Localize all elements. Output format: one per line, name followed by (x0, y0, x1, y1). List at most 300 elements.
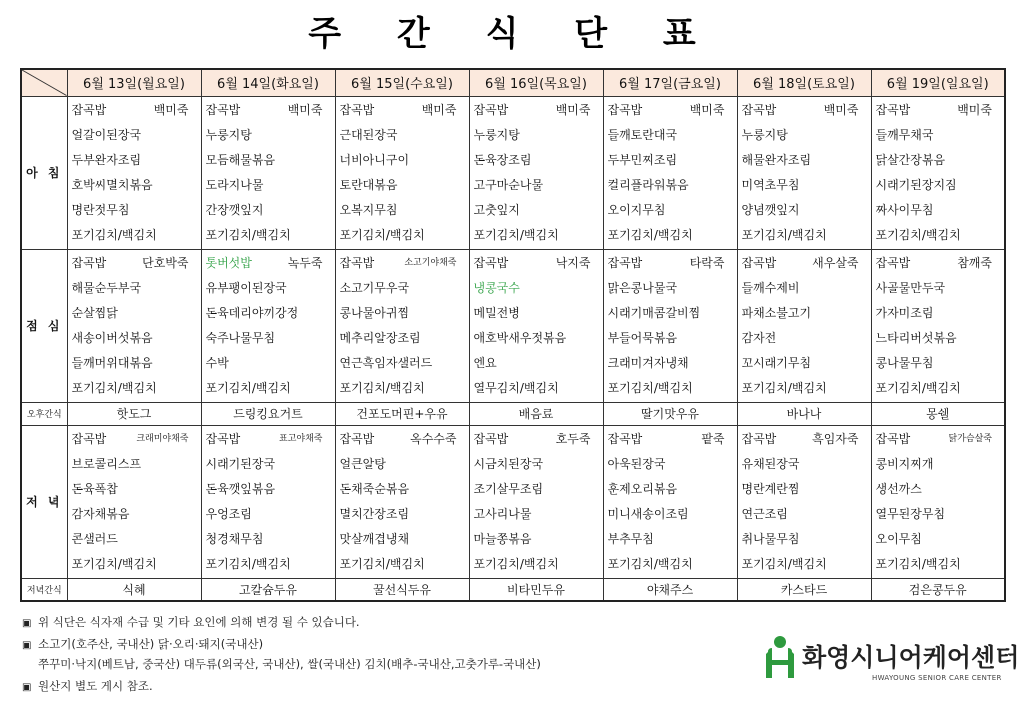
menu-line (876, 327, 1005, 352)
menu-line (72, 124, 201, 149)
menu-item: 잡곡밥 (607, 431, 643, 446)
menu-item: 돈육장조림 (473, 152, 532, 167)
menu-item: 잡곡밥 (875, 102, 911, 117)
menu-item: 고사리나물 (473, 506, 532, 521)
menu-line (474, 174, 603, 199)
menu-line (608, 503, 737, 528)
menu-item: 양념깻잎지 (741, 202, 800, 217)
menu-line (474, 252, 603, 277)
menu-line (608, 327, 737, 352)
menu-line (474, 99, 603, 124)
lunch-row (21, 249, 1005, 402)
menu-line (206, 174, 335, 199)
evening-snack-row (21, 578, 1005, 601)
porridge-item: 백미죽 (421, 102, 457, 117)
menu-line (206, 377, 335, 402)
note-text-continued: 쭈꾸미·낙지(베트남, 중국산) 대두류(외국산, 국내산), 쌀(국내산) 김치(배추-국내산,고춧가루-국내산) (38, 657, 541, 671)
menu-item: 들깨머위대볶음 (71, 355, 153, 370)
menu-item: 돈육폭찹 (71, 481, 118, 496)
menu-item: 잡곡밥 (741, 431, 777, 446)
menu-line (340, 124, 469, 149)
menu-cell (201, 96, 335, 249)
menu-item: 부추무침 (607, 531, 654, 546)
menu-line (608, 99, 737, 124)
menu-item: 청경채무침 (205, 531, 264, 546)
menu-line (474, 149, 603, 174)
menu-line (608, 553, 737, 578)
note-item (22, 613, 541, 635)
menu-line (340, 478, 469, 503)
menu-cell (335, 96, 469, 249)
menu-item: 잡곡밥 (339, 102, 375, 117)
menu-line (206, 124, 335, 149)
menu-line (72, 377, 201, 402)
menu-item: 누룽지탕 (741, 127, 788, 142)
menu-line (742, 199, 871, 224)
menu-item: 포기김치/백김치 (205, 227, 291, 242)
menu-line (206, 503, 335, 528)
snack-cell: 야채주스 (603, 578, 737, 601)
menu-item: 잡곡밥 (71, 431, 107, 446)
menu-line (474, 302, 603, 327)
menu-line (608, 252, 737, 277)
menu-line (474, 528, 603, 553)
menu-item: 포기김치/백김치 (473, 556, 559, 571)
logo-mark-icon (762, 634, 798, 680)
menu-line (340, 453, 469, 478)
menu-line (474, 377, 603, 402)
menu-line (474, 453, 603, 478)
meal-label-evening-snack: 저녁간식 (21, 578, 67, 601)
menu-item: 포기김치/백김치 (607, 380, 693, 395)
porridge-item: 새우살죽 (812, 255, 859, 270)
logo-english-name: HWAYOUNG SENIOR CARE CENTER (872, 674, 1002, 682)
menu-cell (737, 96, 871, 249)
menu-item: 엔요 (473, 355, 497, 370)
porridge-item: 팥죽 (701, 431, 725, 446)
menu-line (474, 224, 603, 249)
meal-label-lunch: 점 심 (21, 249, 67, 402)
menu-item: 도라지나물 (205, 177, 264, 192)
menu-line (206, 327, 335, 352)
menu-item: 연근흑임자샐러드 (339, 355, 433, 370)
menu-item: 유채된장국 (741, 456, 800, 471)
menu-item: 포기김치/백김치 (339, 556, 425, 571)
menu-line (72, 252, 201, 277)
menu-item: 포기김치/백김치 (473, 227, 559, 242)
menu-line (742, 224, 871, 249)
menu-item: 조기살무조림 (473, 481, 544, 496)
menu-line (72, 302, 201, 327)
menu-line (608, 453, 737, 478)
menu-item: 포기김치/백김치 (875, 556, 961, 571)
menu-line (474, 199, 603, 224)
day-header: 6월 17일(금요일) (603, 69, 737, 96)
menu-line (742, 174, 871, 199)
menu-line (206, 277, 335, 302)
menu-line (876, 453, 1005, 478)
menu-cell (201, 249, 335, 402)
porridge-item: 표고야채죽 (279, 433, 323, 444)
menu-item: 포기김치/백김치 (741, 556, 827, 571)
menu-line (876, 99, 1005, 124)
snack-cell: 카스타드 (737, 578, 871, 601)
menu-item: 잡곡밥 (71, 102, 107, 117)
note-text: 원산지 별도 게시 참조. (38, 679, 153, 693)
menu-cell (871, 96, 1005, 249)
menu-cell (737, 425, 871, 578)
menu-item: 포기김치/백김치 (741, 380, 827, 395)
menu-item: 잡곡밥 (205, 102, 241, 117)
menu-item: 짜사이무침 (875, 202, 934, 217)
menu-item: 숙주나물무침 (205, 330, 276, 345)
menu-item: 들깨무채국 (875, 127, 934, 142)
menu-item: 잡곡밥 (607, 255, 643, 270)
menu-line (340, 377, 469, 402)
menu-item: 잡곡밥 (875, 255, 911, 270)
menu-item: 해물순두부국 (71, 280, 142, 295)
menu-line (474, 478, 603, 503)
menu-item: 느타리버섯볶음 (875, 330, 957, 345)
menu-line (206, 478, 335, 503)
menu-line (340, 528, 469, 553)
menu-cell (469, 249, 603, 402)
menu-line (206, 252, 335, 277)
porridge-item: 소고기야채죽 (404, 257, 457, 268)
porridge-item: 참깨죽 (957, 255, 992, 270)
menu-item: 돈육데리야끼강정 (205, 305, 299, 320)
menu-item: 아욱된장국 (607, 456, 666, 471)
menu-item: 포기김치/백김치 (71, 556, 157, 571)
menu-cell (603, 425, 737, 578)
menu-line (206, 149, 335, 174)
snack-cell: 바나나 (737, 402, 871, 425)
menu-item: 연근조림 (741, 506, 788, 521)
menu-cell (603, 249, 737, 402)
menu-line (742, 428, 871, 453)
menu-line (340, 149, 469, 174)
porridge-item: 녹두죽 (287, 255, 323, 270)
menu-item: 잡곡밥 (741, 102, 777, 117)
menu-item: 가자미조림 (875, 305, 934, 320)
menu-line (608, 277, 737, 302)
menu-line (474, 277, 603, 302)
menu-item: 부들어묵볶음 (607, 330, 678, 345)
menu-item: 애호박새우젓볶음 (473, 330, 567, 345)
day-header: 6월 13일(월요일) (67, 69, 201, 96)
porridge-item: 백미죽 (153, 102, 189, 117)
menu-item: 얼갈이된장국 (71, 127, 142, 142)
menu-line (876, 478, 1005, 503)
porridge-item: 낙지죽 (555, 255, 591, 270)
menu-line (340, 503, 469, 528)
menu-item: 명란젓무침 (71, 202, 130, 217)
day-header: 6월 16일(목요일) (469, 69, 603, 96)
menu-cell (469, 425, 603, 578)
menu-line (474, 428, 603, 453)
bullet-icon: ▣ (22, 682, 32, 693)
snack-cell: 딸기맛우유 (603, 402, 737, 425)
menu-line (742, 124, 871, 149)
menu-line (742, 377, 871, 402)
menu-line (876, 352, 1005, 377)
snack-cell: 검은콩두유 (871, 578, 1005, 601)
menu-item: 훈제오리볶음 (607, 481, 678, 496)
menu-item: 포기김치/백김치 (607, 227, 693, 242)
menu-line (608, 224, 737, 249)
menu-line (474, 352, 603, 377)
menu-item: 오이지무침 (607, 202, 666, 217)
center-logo (762, 634, 1020, 690)
menu-line (608, 302, 737, 327)
menu-line (340, 252, 469, 277)
porridge-item: 크래미야채죽 (136, 433, 189, 444)
menu-line (340, 352, 469, 377)
menu-item: 메추리알장조림 (339, 330, 421, 345)
menu-line (72, 199, 201, 224)
meal-label-afternoon-snack: 오후간식 (21, 402, 67, 425)
menu-line (876, 302, 1005, 327)
porridge-item: 단호박죽 (142, 255, 189, 270)
bullet-icon: ▣ (22, 640, 32, 651)
day-header: 6월 19일(일요일) (871, 69, 1005, 96)
snack-cell: 꿀선식두유 (335, 578, 469, 601)
menu-item: 크래미겨자냉채 (607, 355, 689, 370)
menu-item: 메밀전병 (473, 305, 520, 320)
menu-line (72, 553, 201, 578)
menu-item: 잡곡밥 (71, 255, 107, 270)
menu-item: 열무김치/백김치 (473, 380, 559, 395)
menu-item: 근대된장국 (339, 127, 398, 142)
menu-line (474, 503, 603, 528)
menu-item: 새송이버섯볶음 (71, 330, 153, 345)
menu-line (608, 377, 737, 402)
menu-item: 포기김치/백김치 (205, 380, 291, 395)
menu-cell (201, 425, 335, 578)
menu-line (72, 99, 201, 124)
menu-item: 들깨토란대국 (607, 127, 678, 142)
page-title: 주 간 식 단 표 (308, 14, 718, 54)
day-header: 6월 18일(토요일) (737, 69, 871, 96)
menu-item: 고구마순나물 (473, 177, 544, 192)
menu-item: 꼬시래기무침 (741, 355, 812, 370)
menu-line (742, 99, 871, 124)
menu-item: 포기김치/백김치 (875, 380, 961, 395)
snack-cell: 드링킹요거트 (201, 402, 335, 425)
menu-cell (335, 425, 469, 578)
menu-line (206, 428, 335, 453)
menu-item: 우엉조림 (205, 506, 252, 521)
menu-item: 포기김치/백김치 (875, 227, 961, 242)
menu-line (72, 428, 201, 453)
menu-line (72, 503, 201, 528)
snack-cell: 식혜 (67, 578, 201, 601)
menu-cell (67, 96, 201, 249)
menu-item: 수박 (205, 355, 229, 370)
menu-item: 맛살깨겹냉채 (339, 531, 410, 546)
notes-section (22, 613, 541, 699)
porridge-item: 백미죽 (555, 102, 591, 117)
menu-line (608, 174, 737, 199)
menu-line (876, 553, 1005, 578)
menu-cell (67, 249, 201, 402)
menu-item: 감자전 (741, 330, 777, 345)
menu-item: 포기김치/백김치 (339, 227, 425, 242)
snack-cell: 고칼슘두유 (201, 578, 335, 601)
menu-line (742, 252, 871, 277)
menu-line (742, 503, 871, 528)
porridge-item: 호두죽 (555, 431, 591, 446)
menu-item: 오이무침 (875, 531, 922, 546)
menu-line (742, 327, 871, 352)
menu-item: 감자채볶음 (71, 506, 130, 521)
menu-item: 너비아니구이 (339, 152, 410, 167)
menu-item: 컬리플라워볶음 (607, 177, 689, 192)
menu-line (876, 124, 1005, 149)
day-header: 6월 14일(화요일) (201, 69, 335, 96)
menu-line (876, 277, 1005, 302)
diagonal-line-icon (22, 70, 67, 96)
note-text: 위 식단은 식자재 수급 및 기타 요인에 의해 변경 될 수 있습니다. (38, 615, 360, 629)
menu-line (876, 224, 1005, 249)
menu-item: 포기김치/백김치 (205, 556, 291, 571)
menu-item: 고춧잎지 (473, 202, 520, 217)
menu-line (742, 149, 871, 174)
menu-item: 순살찜닭 (71, 305, 118, 320)
menu-item: 생선까스 (875, 481, 922, 496)
menu-line (72, 327, 201, 352)
porridge-item: 백미죽 (689, 102, 725, 117)
menu-line (72, 174, 201, 199)
porridge-item: 타락죽 (689, 255, 725, 270)
menu-line (474, 327, 603, 352)
menu-item: 해물완자조림 (741, 152, 812, 167)
note-item (22, 635, 541, 657)
menu-item: 톳버섯밥 (205, 255, 252, 270)
menu-item: 누룽지탕 (205, 127, 252, 142)
menu-line (742, 553, 871, 578)
menu-line (72, 352, 201, 377)
menu-line (876, 503, 1005, 528)
snack-cell: 핫도그 (67, 402, 201, 425)
menu-item: 누룽지탕 (473, 127, 520, 142)
menu-line (206, 302, 335, 327)
menu-item: 두부완자조림 (71, 152, 142, 167)
menu-item: 콩비지찌개 (875, 456, 934, 471)
menu-cell (737, 249, 871, 402)
menu-item: 잡곡밥 (339, 431, 375, 446)
menu-item: 콩나물아귀찜 (339, 305, 410, 320)
breakfast-row (21, 96, 1005, 249)
afternoon-snack-row (21, 402, 1005, 425)
menu-item: 시금치된장국 (473, 456, 544, 471)
menu-line (742, 453, 871, 478)
menu-line (340, 174, 469, 199)
menu-item: 취나물무침 (741, 531, 800, 546)
menu-item: 사골물만두국 (875, 280, 946, 295)
menu-item: 잡곡밥 (875, 431, 911, 446)
menu-item: 돈육깻잎볶음 (205, 481, 276, 496)
menu-cell (871, 425, 1005, 578)
porridge-item: 흑임자죽 (812, 431, 859, 446)
menu-item: 시래기매콤갈비찜 (607, 305, 701, 320)
menu-line (72, 149, 201, 174)
snack-cell: 배음료 (469, 402, 603, 425)
menu-line (72, 528, 201, 553)
menu-item: 소고기무우국 (339, 280, 410, 295)
snack-cell: 건포도머핀+우유 (335, 402, 469, 425)
menu-item: 호박씨멸치볶음 (71, 177, 153, 192)
menu-item: 닭살간장볶음 (875, 152, 946, 167)
menu-line (340, 428, 469, 453)
menu-line (72, 453, 201, 478)
menu-item: 포기김치/백김치 (339, 380, 425, 395)
note-text: 소고기(호주산, 국내산) 닭·오리·돼지(국내산) (38, 637, 264, 651)
menu-item: 열무된장무침 (875, 506, 946, 521)
menu-item: 멸치간장조림 (339, 506, 410, 521)
menu-line (206, 528, 335, 553)
menu-line (340, 224, 469, 249)
menu-line (72, 478, 201, 503)
menu-item: 포기김치/백김치 (71, 227, 157, 242)
menu-line (474, 124, 603, 149)
menu-item: 시래기된장국 (205, 456, 276, 471)
menu-line (340, 99, 469, 124)
menu-line (608, 528, 737, 553)
menu-line (876, 149, 1005, 174)
porridge-item: 백미죽 (823, 102, 859, 117)
menu-line (340, 327, 469, 352)
menu-line (876, 199, 1005, 224)
menu-line (206, 352, 335, 377)
snack-cell: 비타민두유 (469, 578, 603, 601)
menu-item: 돈채죽순볶음 (339, 481, 410, 496)
menu-item: 잡곡밥 (607, 102, 643, 117)
porridge-item: 백미죽 (287, 102, 323, 117)
menu-cell (871, 249, 1005, 402)
menu-item: 얼큰알탕 (339, 456, 386, 471)
day-header: 6월 15일(수요일) (335, 69, 469, 96)
menu-cell (67, 425, 201, 578)
menu-item: 들깨수제비 (741, 280, 800, 295)
menu-line (608, 124, 737, 149)
menu-line (742, 302, 871, 327)
menu-item: 포기김치/백김치 (607, 556, 693, 571)
menu-cell (469, 96, 603, 249)
menu-line (608, 352, 737, 377)
menu-line (742, 352, 871, 377)
menu-item: 맑은콩나물국 (607, 280, 678, 295)
note-item (22, 677, 541, 699)
menu-item: 미역초무침 (741, 177, 800, 192)
menu-item: 콩나물무침 (875, 355, 934, 370)
menu-line (340, 302, 469, 327)
menu-line (206, 553, 335, 578)
menu-item: 잡곡밥 (339, 255, 375, 270)
menu-item: 냉콩국수 (473, 280, 520, 295)
menu-line (608, 478, 737, 503)
menu-item: 포기김치/백김치 (71, 380, 157, 395)
menu-line (876, 174, 1005, 199)
menu-line (340, 553, 469, 578)
menu-line (876, 428, 1005, 453)
logo-name: 화영시니어케어센터 (802, 643, 1020, 672)
menu-item: 시래기된장지짐 (875, 177, 957, 192)
menu-line (206, 224, 335, 249)
menu-item: 파채소불고기 (741, 305, 812, 320)
porridge-item: 옥수수죽 (410, 431, 457, 446)
menu-line (340, 277, 469, 302)
